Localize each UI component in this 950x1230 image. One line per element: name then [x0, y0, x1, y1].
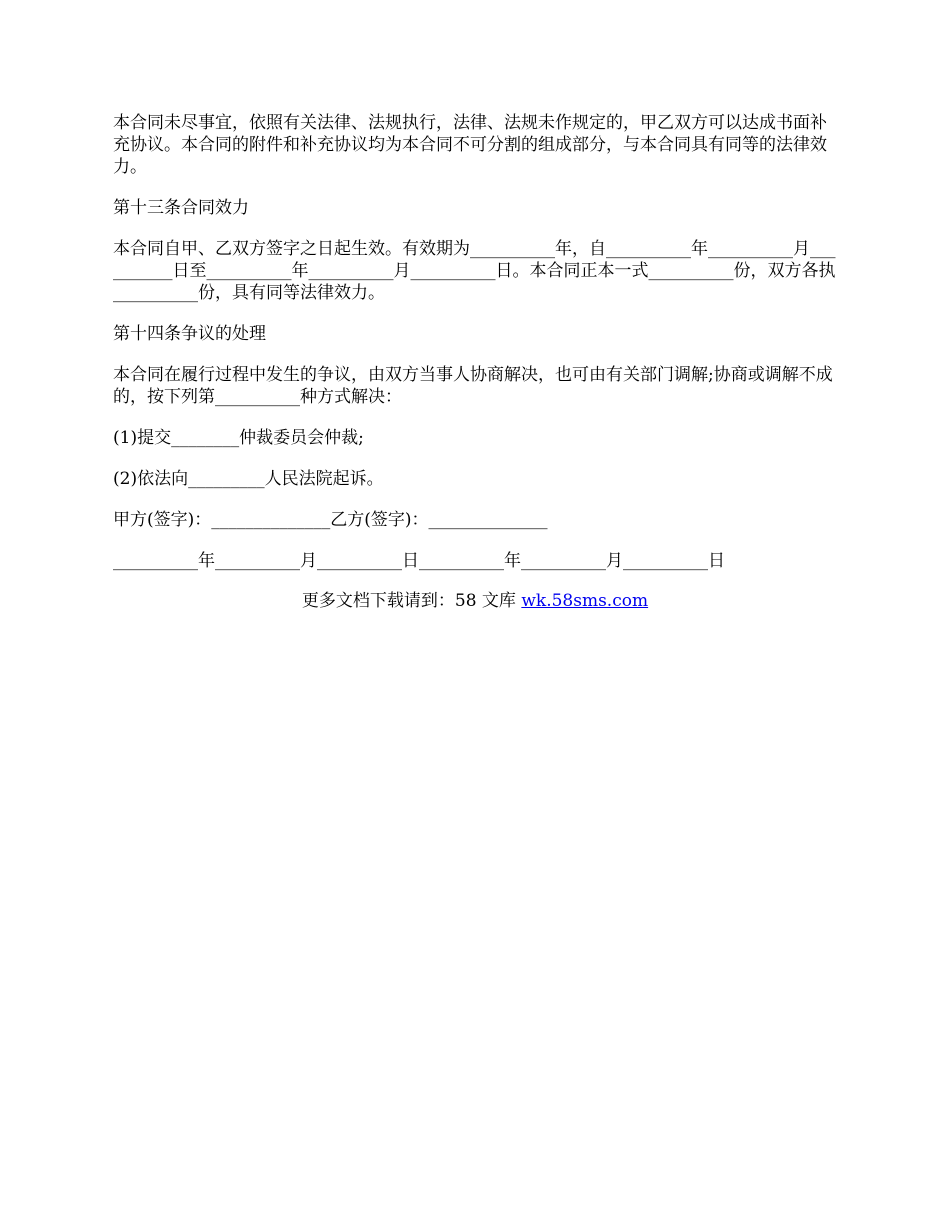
- footer-link[interactable]: wk.58sms.com: [521, 591, 649, 611]
- paragraph-validity: 本合同自甲、乙双方签字之日起生效。有效期为__________年，自__________年__________月__________日至__________年__________月__________日。本合同正本一式__________份，双方各执__________份，具有同等法律效力。: [113, 239, 836, 303]
- heading-article-13: 第十三条合同效力: [113, 198, 249, 218]
- paragraph-dispute: 本合同在履行过程中发生的争议，由双方当事人协商解决，也可由有关部门调解;协商或调解不成的，按下列第__________种方式解决：: [113, 365, 833, 407]
- option-arbitration: (1)提交________仲裁委员会仲裁;: [113, 428, 364, 448]
- document-body: [113, 112, 843, 591]
- download-footer: [0, 590, 950, 612]
- heading-article-14: 第十四条争议的处理: [113, 324, 266, 344]
- date-line: __________年__________月__________日__________年__________月__________日: [113, 551, 725, 571]
- footer-text: 更多文档下载请到：58 文库: [301, 591, 522, 611]
- paragraph-supplementary: 本合同未尽事宜，依照有关法律、法规执行，法律、法规未作规定的，甲乙双方可以达成书面补充协议。本合同的附件和补充协议均为本合同不可分割的组成部分，与本合同具有同等的法律效力。: [113, 113, 827, 177]
- option-litigation: (2)依法向_________人民法院起诉。: [113, 469, 384, 489]
- signature-line: 甲方(签字)：______________乙方(签字)：______________: [113, 510, 548, 530]
